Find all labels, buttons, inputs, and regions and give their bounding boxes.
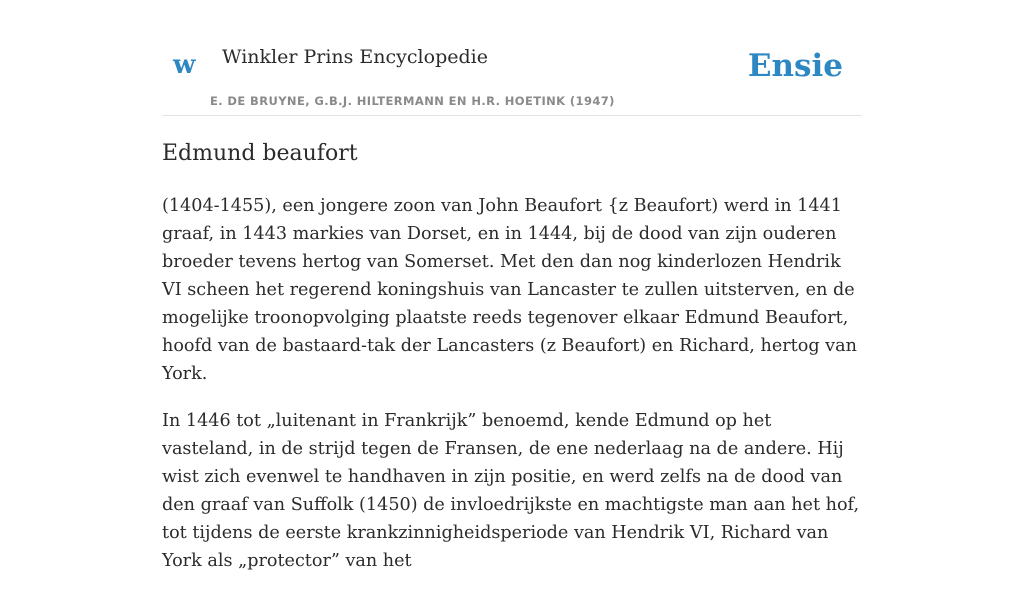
- page: [162, 0, 862, 571]
- source-header: [162, 0, 862, 116]
- article-paragraph: (1404-1455), een jongere zoon van John Beaufort {z Beaufort) werd in 1441 graaf, in 1443 markies van Dorset, en in 1444, bij de dood van zijn ouderen broeder tevens hertog van Somerset. Met den dan nog kinderlozen Hendrik VI scheen het regerend koningshuis van Lancaster te zullen uitsterven, en de mogelijke troonopvolging plaatste reeds tegenover elkaar Edmund Beaufort, hoofd van de bastaard-tak der Lancasters (z Beaufort) en Richard, hertog van York.: [162, 196, 857, 384]
- source-title[interactable]: Winkler Prins Encyclopedie: [222, 46, 488, 68]
- article-title: Edmund beaufort: [162, 141, 358, 166]
- winkler-prins-logo[interactable]: w: [173, 50, 196, 80]
- article-body: [162, 192, 862, 594]
- article-paragraph: In 1446 tot „luitenant in Frankrijk” benoemd, kende Edmund op het vasteland, in de strijd tegen de Fransen, de ene nederlaag na de andere. Hij wist zich evenwel te handhaven in zijn positie, en werd zelfs na de dood van den graaf van Suffolk (1450) de invloedrijkste en machtigste man aan het hof, tot tijdens de eerste krankzinnigheidsperiode van Hendrik VI, Richard van York als „protector” van het: [162, 411, 860, 571]
- source-authors: E. DE BRUYNE, G.B.J. HILTERMANN EN H.R. HOETINK (1947): [210, 94, 615, 108]
- ensie-logo[interactable]: Ensie: [747, 48, 843, 84]
